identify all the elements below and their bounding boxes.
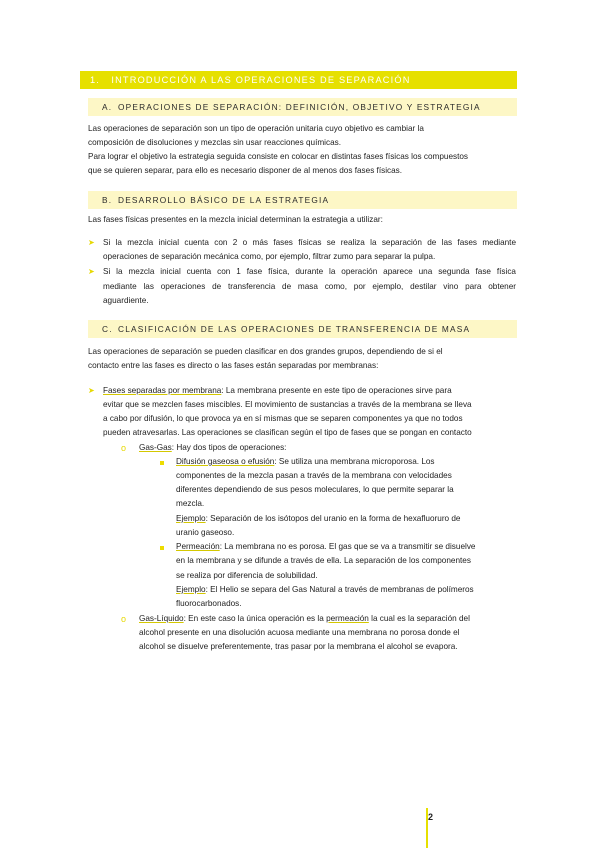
subsection-heading-c (88, 320, 517, 338)
term-underlined: Gas-Gas (139, 443, 172, 452)
page-number: 2 (428, 812, 434, 822)
bullet-line: componentes de la mezcla pasan a través de la membrana con velocidades (176, 471, 452, 480)
square-bullet-icon (160, 546, 164, 550)
text-span: : Se utiliza una membrana microporosa. Los (274, 457, 435, 466)
bullet-line (139, 441, 286, 456)
text-span: : El Helio se separa del Gas Natural a través de membranas de polímeros (205, 585, 474, 594)
subsection-heading-b (88, 191, 517, 209)
arrow-bullet-icon: ➤ (88, 267, 95, 276)
bullet-line: mediante las operaciones de transferencia de masa como, por ejemplo, destilar vino para obtener (103, 282, 516, 291)
subsection-title: OPERACIONES DE SEPARACIÓN: DEFINICIÓN, OBJETIVO Y ESTRATEGIA (118, 102, 481, 112)
bullet-line (176, 455, 435, 470)
paragraph-line: composición de disoluciones y mezclas sin usar reacciones químicas. (88, 138, 342, 147)
bullet-line (103, 384, 452, 399)
text-span: : Separación de los isótopos del uranio en la forma de hexafluoruro de (205, 514, 461, 523)
section-heading-1 (80, 71, 517, 89)
term-underlined: permeación (326, 614, 369, 623)
subsection-title: DESARROLLO BÁSICO DE LA ESTRATEGIA (118, 195, 330, 205)
bullet-line: Si la mezcla inicial cuenta con 1 fase física, durante la operación aparece una segunda fase física (103, 267, 516, 276)
example-line: uranio gaseoso. (176, 528, 235, 537)
text-span: la cual es la separación del (368, 614, 470, 623)
bullet-line: diferentes dependiendo de sus pesos moleculares, lo que permite separar la (176, 485, 454, 494)
arrow-bullet-icon: ➤ (88, 238, 95, 247)
subsection-title: CLASIFICACIÓN DE LAS OPERACIONES DE TRANSFERENCIA DE MASA (118, 324, 471, 334)
example-line: fluorocarbonados. (176, 599, 242, 608)
bullet-line: a cabo por difusión, lo que provoca ya en sí mismas que se separen componentes ya que no todos (103, 414, 463, 423)
square-bullet-icon (160, 461, 164, 465)
bullet-line: operaciones de separación mecánica como, por ejemplo, filtrar zumo para separar la pulpa. (103, 252, 436, 261)
text-span: : En este caso la única operación es la (183, 614, 327, 623)
circle-bullet-icon: o (121, 614, 127, 624)
subsection-letter: C. (102, 324, 113, 334)
example-line (176, 512, 460, 527)
paragraph-line: Las operaciones de separación son un tipo de operación unitaria cuyo objetivo es cambiar la (88, 124, 424, 133)
paragraph-line: Las fases físicas presentes en la mezcla inicial determinan la estrategia a utilizar: (88, 215, 383, 224)
bullet-line: evitar que se mezclen fases miscibles. El movimiento de sustancias a través de la membrana se lleva (103, 400, 472, 409)
bullet-line (139, 612, 470, 627)
bullet-line: Si la mezcla inicial cuenta con 2 o más fases físicas se realiza la separación de las fases mediante (103, 238, 516, 247)
term-underlined: Gas-Líquido (139, 614, 184, 623)
subsection-heading-a (88, 98, 517, 116)
subsection-letter: B. (102, 195, 113, 205)
text-span: : La membrana presente en este tipo de operaciones sirve para (221, 386, 452, 395)
bullet-line: en la membrana y se difunde a través de ella. La separación de los componentes (176, 556, 471, 565)
paragraph-line: Las operaciones de separación se pueden clasificar en dos grandes grupos, dependiendo de si el (88, 347, 443, 356)
paragraph-line: Para lograr el objetivo la estrategia seguida consiste en colocar en distintas fases físicas los compuestos (88, 152, 469, 161)
term-underlined: Fases separadas por membrana (103, 386, 222, 395)
bullet-line: pueden atravesarlas. Las operaciones se clasifican según el tipo de fases que se pongan en contacto (103, 428, 472, 437)
text-span: : Hay dos tipos de operaciones: (171, 443, 287, 452)
section-number: 1. (90, 75, 101, 85)
arrow-bullet-icon: ➤ (88, 386, 95, 395)
subsection-letter: A. (102, 102, 113, 112)
term-underlined: Ejemplo (176, 585, 206, 594)
term-underlined: Difusión gaseosa o efusión (176, 457, 275, 466)
bullet-line: aguardiente. (103, 296, 149, 305)
paragraph-line: contacto entre las fases es directo o las fases están separadas por membranas: (88, 361, 379, 370)
bullet-line: alcohol presente en una disolución acuosa mediante una membrana no porosa donde el (139, 628, 460, 637)
text-span: : La membrana no es porosa. El gas que se va a transmitir se disuelve (219, 542, 476, 551)
example-line (176, 583, 474, 598)
section-title: INTRODUCCIÓN A LAS OPERACIONES DE SEPARACIÓN (111, 75, 411, 85)
bullet-line: alcohol se disuelve preferentemente, tras pasar por la membrana el alcohol se evapora. (139, 642, 458, 651)
bullet-line: se realiza por diferencia de solubilidad. (176, 571, 318, 580)
circle-bullet-icon: o (121, 443, 127, 453)
bullet-line: mezcla. (176, 499, 205, 508)
term-underlined: Ejemplo (176, 514, 206, 523)
term-underlined: Permeación (176, 542, 220, 551)
bullet-line (176, 540, 475, 555)
paragraph-line: que se quieren separar, para ello es necesario disponer de al menos dos fases físicas. (88, 166, 403, 175)
